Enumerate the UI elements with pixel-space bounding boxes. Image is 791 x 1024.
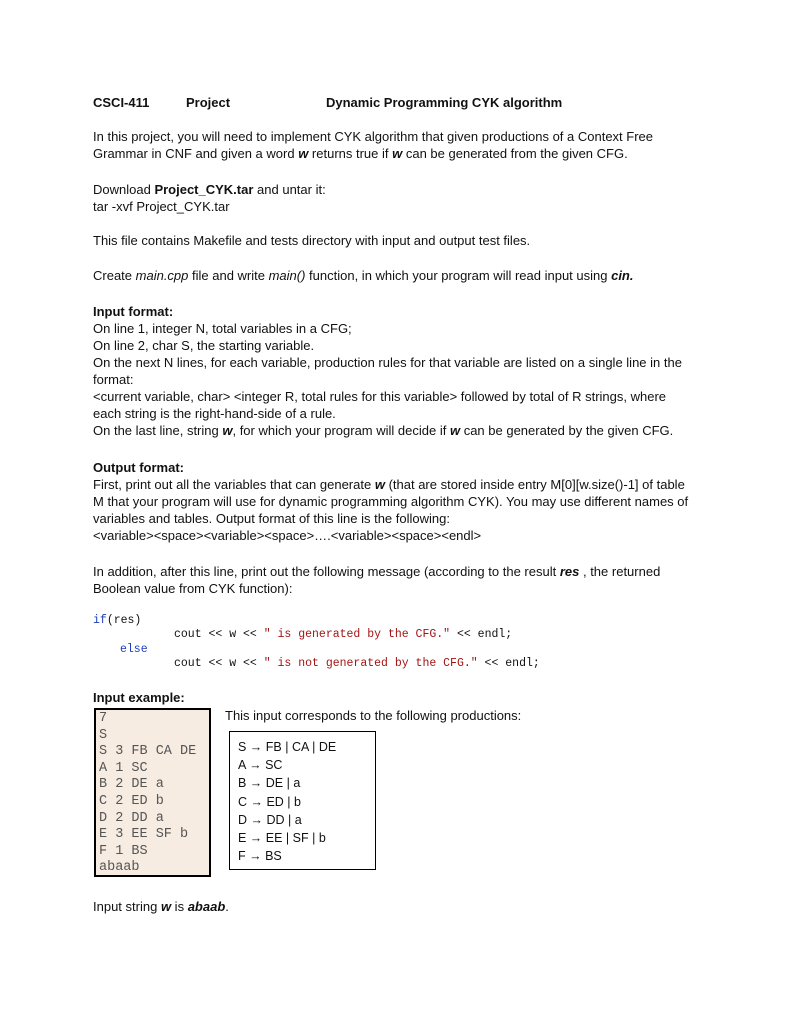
code-else-line: else xyxy=(120,643,148,656)
input-example-heading: Input example: xyxy=(93,690,185,705)
production-rule: S → FB | CA | DE xyxy=(238,740,337,754)
code-cout-generated: cout << w << " is generated by the CFG." << endl; xyxy=(174,628,513,641)
output-format-section: Output format: First, print out all the variables that can generate w (that are stored inside entry M[0][w.size()-1] of table M that your program will use for dynamic programming algorithm CYK). You may use different names of variables and tables. Output format of this line is the following: <variable><space><variable><space>….<variable><space><endl> xyxy=(93,460,689,543)
production-rule: B → DE | a xyxy=(238,776,301,791)
production-rule: D → DD | a xyxy=(238,812,302,827)
production-rule: A → SC xyxy=(238,758,283,773)
input-line: D 2 DD a xyxy=(99,810,164,826)
input-line: E 3 EE SF b xyxy=(99,827,189,843)
input-format-heading: Input format: xyxy=(93,304,174,319)
code-cout-not-generated: cout << w << " is not generated by the CFG." << endl; xyxy=(174,657,540,670)
intro-paragraph: In this project, you will need to implement CYK algorithm that given productions of a Context Free Grammar in CNF and given a word w returns true if w can be generated from the given CFG. xyxy=(93,129,654,161)
input-line: C 2 ED b xyxy=(99,793,164,809)
output-format-heading: Output format: xyxy=(93,460,184,475)
page-title: Dynamic Programming CYK algorithm xyxy=(326,95,563,110)
document-kind: Project xyxy=(186,95,231,110)
input-string-note: Input string w is abaab. xyxy=(93,899,229,914)
corresponds-text: This input corresponds to the following productions: xyxy=(225,708,522,723)
course-code: CSCI-411 xyxy=(93,95,150,110)
production-rule: F → BS xyxy=(238,849,282,864)
input-line: A 1 SC xyxy=(99,760,148,776)
input-line: S 3 FB CA DE xyxy=(99,744,197,760)
input-line: 7 xyxy=(99,711,108,726)
addition-paragraph: In addition, after this line, print out the following message (according to the result res , the returned Boolean value from CYK function): xyxy=(93,564,661,596)
input-line: B 2 DE a xyxy=(99,777,164,793)
contains-paragraph: This file contains Makefile and tests directory with input and output test files. xyxy=(93,233,531,248)
productions-box xyxy=(229,731,376,870)
create-paragraph: Create main.cpp file and write main() function, in which your program will read input using cin. xyxy=(93,268,634,283)
input-line: F 1 BS xyxy=(99,843,148,859)
production-rule: E → EE | SF | b xyxy=(238,831,326,846)
download-paragraph: Download Project_CYK.tar and untar it: tar -xvf Project_CYK.tar xyxy=(93,182,326,214)
input-line: S xyxy=(99,727,108,743)
input-line: abaab xyxy=(99,860,140,876)
input-format-section: Input format: On line 1, integer N, total variables in a CFG; On line 2, char S, the starting variable. On the next N lines, for each variable, production rules for that variable are listed on a single line in the format: <current variable, char> <integer R, total rules for this variable> followed by total of R strings, where each string is the right-hand-side of a rule. On the last line, string w, for which your program will decide if w can be generated by the given CFG. xyxy=(93,304,682,438)
code-if-line: if(res) xyxy=(93,614,142,627)
input-example-box xyxy=(94,708,211,877)
production-rule: C → ED | b xyxy=(238,794,301,809)
